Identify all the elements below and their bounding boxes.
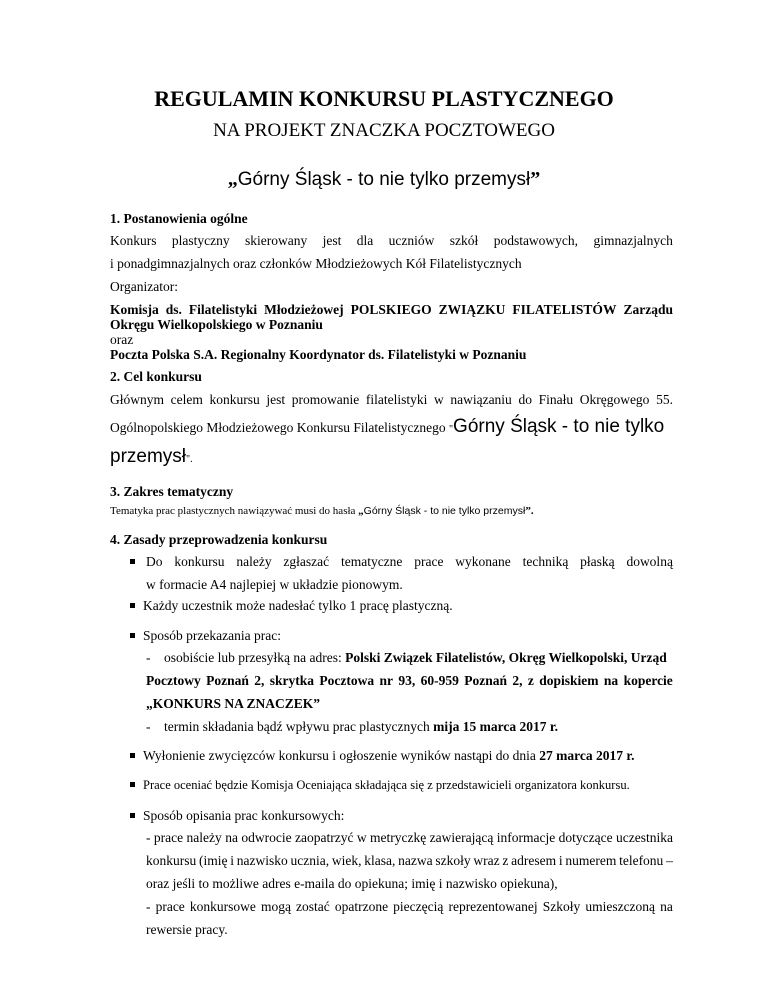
word: płaską [580,554,615,569]
word: skierowany [245,233,308,248]
dash-2-marker: - [146,719,151,734]
word: z [527,673,534,688]
word: numerem [565,853,617,868]
word: nr [379,673,393,688]
section-2-motto-part-1: Górny Śląsk - to nie tylko [453,416,665,437]
word: tematyczne [340,554,403,569]
bullet-6-text: Sposób opisania prac konkursowych: [143,808,345,823]
description-1-line-2 [146,853,673,869]
word: jest [266,392,286,407]
word: prace [155,899,185,914]
word: na [225,830,238,845]
word: Głównym [110,392,164,407]
word: filatelistyki [365,392,428,407]
section-2-line-1 [110,392,673,408]
word: 2, [512,673,523,688]
bullet-4-marker [130,753,135,758]
word: mogą [260,899,291,914]
word: konkursowe [189,899,256,914]
word: 60-959 [420,673,459,688]
word: plastyczny [171,233,230,248]
section-1-line-1 [110,233,673,249]
word: - [146,899,151,914]
word: Zarządu [623,302,673,317]
word: ds. [165,302,182,317]
bullet-5-text: Prace oceniać będzie Komisja Oceniająca składająca się z przedstawicieli organizatora konkursu. [143,778,630,792]
word: dopiskiem [539,673,599,688]
bullet-5-marker [130,782,135,787]
dash-2-deadline: mija 15 marca 2017 r. [433,719,559,734]
dash-1-text: osobiście lub przesyłką na adres: [164,650,346,665]
document-subtitle: NA PROJEKT ZNACZKA POCZTOWEGO [213,120,555,141]
bullet-3 [130,628,281,644]
bullet-5 [130,778,630,793]
word: zgłaszać [283,554,330,569]
organizer-line-3: Poczta Polska S.A. Regionalny Koordynator ds. Filatelistyki w Poznaniu [110,347,527,362]
word: do [518,392,532,407]
section-3-close-quote: ”. [525,505,534,517]
word: konkursu [146,853,197,868]
word: wraz [473,853,500,868]
word: klasa, [364,853,396,868]
word: wiek, [331,853,362,868]
bullet-1-marker [130,554,135,570]
word: 2, [254,673,265,688]
word: wykonane [455,554,511,569]
bullet-4 [130,748,634,764]
word: skrytka [269,673,315,688]
word: ZWIĄZKU [438,302,506,317]
word: nazwa [398,853,433,868]
word: nazwisko [236,853,288,868]
bullet-3-marker [130,633,135,638]
word: Młodzieżowej [264,302,344,317]
dash-1-marker: - [146,650,151,665]
word: 55. [656,392,673,407]
word: celem [170,392,203,407]
word: na [660,899,673,914]
section-2-line-2-text: Ogólnopolskiego Młodzieżowego Konkursu Filatelistycznego [110,420,449,435]
word: uczniów [388,233,435,248]
description-1-line-3: oraz jeśli to możliwe adres e-maila do opiekuna; imię i nazwisko opiekuna), [146,876,558,891]
section-2-motto-part-2: przemysł [110,446,187,467]
dash-2-text: termin składania bądź wpływu prac plastycznych [164,719,434,734]
word: pieczęcią [393,899,444,914]
word: dla [356,233,374,248]
word: podstawowych, [493,233,579,248]
bullet-1-line-2: w formacie A4 najlepiej w układzie pionowym. [146,577,403,592]
dash-1-line-3: „KONKURS NA ZNACZEK” [146,696,321,711]
document-title: REGULAMIN KONKURSU PLASTYCZNEGO [154,86,614,111]
word: (imię [199,853,228,868]
word: reprezentowanej [448,899,538,914]
word: szkoły [435,853,471,868]
bullet-2-marker [130,603,135,608]
section-2-close-quote: ". [186,454,193,465]
word: w [356,830,367,845]
word: – [666,853,673,868]
dash-1-line-1 [164,650,667,666]
word: uczestnika [616,830,673,845]
word: promowanie [291,392,360,407]
organizer-line-2: Okręgu Wielkopolskiego w Poznaniu [110,317,323,332]
bullet-2-text: Każdy uczestnik może nadesłać tylko 1 pracę plastyczną. [143,598,453,613]
word: konkursu [174,554,225,569]
word: zawierającą [429,830,494,845]
section-2-line-2 [110,416,664,438]
section-3-text [110,505,534,517]
motto-close-quote: ” [530,168,541,190]
bullet-4-text: Wyłonienie zwycięzców konkursu i ogłoszenie wyników nastąpi do dnia [143,748,540,763]
section-2-heading: 2. Cel konkursu [110,369,202,384]
word: jest [322,233,342,248]
motto-text: Górny Śląsk - to nie tylko przemysł [237,169,531,190]
section-3-motto: Górny Śląsk - to nie tylko przemysł [363,505,526,517]
section-2-line-3 [110,446,193,468]
organizer-line-1 [110,302,673,318]
section-3-heading: 3. Zakres tematyczny [110,484,234,499]
word: Okręgowego [579,392,650,407]
word: należy [236,554,272,569]
dash-2-line [164,719,558,735]
dash-1-address: Polski Związek Filatelistów, Okręg Wielkopolski, Urząd [345,650,667,665]
bullet-1-words [146,554,673,570]
motto-open-quote: „ [227,168,238,190]
organizer-label: Organizator: [110,279,178,294]
word: Poznań [464,673,508,688]
word: nawiązaniu [450,392,512,407]
word: i [558,853,563,868]
word: Szkoły [542,899,581,914]
section-2-open-quote: " [448,424,454,435]
word: POLSKIEGO [350,302,432,317]
word: telefonu [619,853,664,868]
word: z [502,853,509,868]
word: techniką [522,554,569,569]
section-3-text-main: Tematyka prac plastycznych nawiązywać musi do hasła [110,505,359,517]
word: gimnazjalnych [593,233,673,248]
word: informacje [496,830,556,845]
section-1-heading: 1. Postanowienia ogólne [110,211,248,226]
word: prace [414,554,444,569]
word: Finału [538,392,574,407]
word: opatrzone [334,899,389,914]
section-4-heading: 4. Zasady przeprowadzenia konkursu [110,532,328,547]
word: prace [153,830,184,845]
section-1-line-2: i ponadgimnazjalnych oraz członków Młodzieżowych Kół Filatelistycznych [110,256,522,271]
word: metryczkę [370,830,427,845]
word: Konkurs [110,233,157,248]
word: Pocztowa [319,673,375,688]
description-2-line-1 [146,899,673,915]
word: adresem [511,853,557,868]
word: Do [146,554,163,569]
word: dowolną [626,554,673,569]
word: zostać [296,899,330,914]
word: konkursu [209,392,260,407]
word: należy [186,830,222,845]
bullet-2 [130,598,453,614]
bullet-4-date: 27 marca 2017 r. [539,748,635,763]
word: Filatelistyki [188,302,258,317]
section-3-open-quote: „ [358,505,364,517]
word: w [433,392,444,407]
word: na [603,673,619,688]
bullet-6 [130,808,344,824]
word: odwrocie [241,830,292,845]
word: szkół [449,233,479,248]
word: Komisja [110,302,159,317]
word: 93, [398,673,416,688]
description-2-line-2: rewersie pracy. [146,922,228,937]
word: i [230,853,235,868]
word: kopercie [623,673,673,688]
word: Pocztowy [146,673,201,688]
word: zaopatrzyć [294,830,354,845]
word: - [146,830,151,845]
word: ucznia, [290,853,330,868]
dash-1-line-2 [146,673,673,689]
word: FILATELISTÓW [512,302,617,317]
organizer-oraz: oraz [110,332,134,347]
word: umieszczoną [585,899,656,914]
bullet-6-marker [130,813,135,818]
word: dotyczące [558,830,613,845]
description-1-line-1 [146,830,673,846]
competition-motto [0,168,768,191]
bullet-3-text: Sposób przekazania prac: [143,628,281,643]
word: Poznań [206,673,249,688]
